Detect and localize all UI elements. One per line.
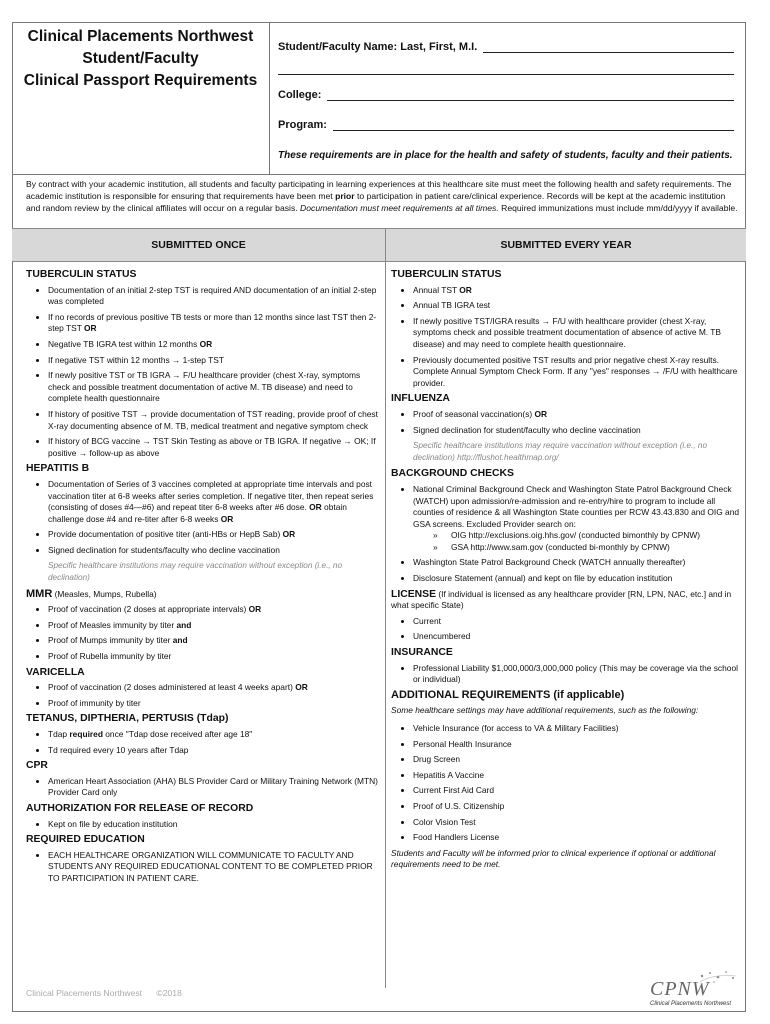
list-item: • Food Handlers License	[413, 832, 741, 844]
list-item: • Proof of Measles immunity by titer and	[48, 620, 380, 632]
college-field[interactable]: College:	[278, 88, 734, 101]
name-field-line-2[interactable]	[278, 74, 734, 75]
logo-wordmark: CPNW	[650, 978, 710, 1000]
list-item: • National Criminal Background Check and Washington State Patrol Background Check (WATCH) upon admission/re-admission and re-entry/hire to program to include all counties of residence & all Washington State counties per RCW 43.43.830 and OIG and GSA screens. Excluded Provider search on: » OIG http://exclusions.oig.hhs.gov/ (conducted bimonthly by CPNW) » GSA http://www.sam.gov (conducted bi-monthly by CPNW)	[413, 484, 741, 554]
document-title: Clinical Placements Northwest Student/Faculty Clinical Passport Requirements	[23, 28, 258, 89]
submitted-every-year-header: SUBMITTED EVERY YEAR	[386, 228, 746, 262]
list-item: • American Heart Association (AHA) BLS Provider Card or Military Training Network (MTN) Provider Card only	[48, 776, 380, 799]
sub-list	[413, 530, 741, 553]
footer-copyright: Clinical Placements Northwest ©2018	[26, 988, 182, 998]
list-item: • Proof of immunity by titer	[48, 698, 380, 710]
section-title: TUBERCULIN STATUS	[391, 269, 502, 280]
auth-list	[26, 819, 380, 831]
cpr-list	[26, 776, 380, 799]
annual-tb-list	[391, 285, 741, 390]
list-item: • Current First Aid Card	[413, 785, 741, 797]
list-item: • Signed declination for students/faculty who decline vaccination	[48, 545, 380, 557]
tdap-list	[26, 729, 380, 756]
list-item: • Disclosure Statement (annual) and kept on file by education institution	[413, 573, 741, 585]
list-item: • Color Vision Test	[413, 817, 741, 829]
list-item: • Vehicle Insurance (for access to VA & Military Facilities)	[413, 723, 741, 735]
list-item: • If history of BCG vaccine → TST Skin Testing as above or TB IGRA. If negative → OK; If positive → follow-up as above	[48, 436, 380, 459]
list-item: • Tdap required once "Tdap dose received after age 18"	[48, 729, 380, 741]
list-item: • Current	[413, 616, 741, 628]
mmr-list	[26, 604, 380, 662]
section-title: ADDITIONAL REQUIREMENTS (if applicable)	[391, 688, 625, 701]
header-divider	[12, 174, 746, 175]
influenza-list	[391, 409, 741, 436]
section-title: MMR (Measles, Mumps, Rubella)	[26, 587, 157, 600]
list-item: • Drug Screen	[413, 754, 741, 766]
section-title: TETANUS, DIPTHERIA, PERTUSIS (Tdap)	[26, 713, 229, 725]
list-item: • Professional Liability $1,000,000/3,000,000 policy (This may be coverage via the school or individual)	[413, 663, 741, 686]
list-item: • Washington State Patrol Background Check (WATCH annually thereafter)	[413, 557, 741, 569]
column-divider	[385, 228, 386, 988]
intro-paragraph: By contract with your academic institution, all students and faculty participating in learning experiences at this healthcare site must meet the following health and safety requirements. The academic institution is responsible for ensuring that requirements have been met prior to participation in patient care/clinical experience. Records will be kept at the academic institution and random review by the clinical affiliates will occur on a regular basis. Documentation must meet requirements at all times. Required immunizations must include mm/dd/yyyy if available.	[26, 179, 738, 213]
list-item: • Proof of U.S. Citizenship	[413, 801, 741, 813]
list-item: • Provide documentation of positive titer (anti-HBs or HepB Sab) OR	[48, 529, 380, 541]
varicella-list	[26, 682, 380, 709]
section-title: INSURANCE	[391, 647, 453, 659]
name-field[interactable]: Student/Faculty Name: Last, First, M.I.	[278, 40, 734, 53]
list-item: • Td required every 10 years after Tdap	[48, 745, 380, 757]
section-title: HEPATITIS B	[26, 463, 90, 475]
list-item: • If negative TST within 12 months → 1-step TST	[48, 355, 380, 367]
additional-outro: Students and Faculty will be informed prior to clinical experience if optional or additional requirements need to be met.	[391, 847, 716, 870]
influenza-note: Specific healthcare institutions may require vaccination without exception (i.e., no declination) http://flushot.healthmap.org/	[413, 441, 707, 462]
tb-list	[26, 285, 380, 460]
list-item: • If no records of previous positive TB tests or more than 12 months since last TST then 2-step TST OR	[48, 312, 380, 335]
safety-note: These requirements are in place for the health and safety of students, faculty and their patients.	[278, 150, 733, 161]
section-title: TUBERCULIN STATUS	[26, 269, 137, 280]
sub-list-item: » OIG http://exclusions.oig.hhs.gov/ (conducted bimonthly by CPNW)	[451, 530, 741, 542]
additional-intro: Some healthcare settings may have additional requirements, such as the following:	[391, 705, 699, 716]
section-title: CPR	[26, 760, 48, 772]
list-item: • If newly positive TST or TB IGRA → F/U healthcare provider (chest X-ray, symptoms check and possible treatment documentation of active M. TB disease) and need to complete health questionnaire	[48, 370, 380, 405]
section-title: BACKGROUND CHECKS	[391, 468, 514, 480]
insurance-list	[391, 663, 741, 686]
hepb-list	[26, 479, 380, 557]
list-item: • Proof of vaccination (2 doses administered at least 4 weeks apart) OR	[48, 682, 380, 694]
list-item: • Proof of seasonal vaccination(s) OR	[413, 409, 741, 421]
section-title: REQUIRED EDUCATION	[26, 834, 145, 846]
list-item: • Unencumbered	[413, 631, 741, 643]
list-item: • Documentation of an initial 2-step TST is required AND documentation of an initial 2-step was completed	[48, 285, 380, 308]
logo-subtitle: Clinical Placements Northwest	[650, 1001, 732, 1007]
section-title: AUTHORIZATION FOR RELEASE OF RECORD	[26, 802, 254, 814]
list-item: • Proof of Rubella immunity by titer	[48, 651, 380, 663]
list-item: • Proof of Mumps immunity by titer and	[48, 635, 380, 647]
license-list	[391, 616, 741, 643]
list-item: • Annual TST OR	[413, 285, 741, 297]
list-item: • Hepatitis A Vaccine	[413, 770, 741, 782]
list-item: • Negative TB IGRA test within 12 months OR	[48, 339, 380, 351]
section-title: VARICELLA	[26, 666, 85, 678]
section-title: LICENSE (If individual is licensed as any healthcare provider [RN, LPN, NAC, etc.] and in what specific State)	[391, 588, 732, 611]
list-item: • Kept on file by education institution	[48, 819, 380, 831]
list-item: • Previously documented positive TST results and prior negative chest X-ray results. Complete Annual Symptom Check Form. If any "yes" responses → /F/U with healthcare provider.	[413, 355, 741, 390]
additional-list	[391, 723, 741, 844]
hepb-note: Specific healthcare institutions may require vaccination without exception (i.e., no declination)	[48, 561, 342, 583]
submitted-once-column	[26, 266, 380, 889]
background-list	[391, 484, 741, 585]
list-item: • If history of positive TST → provide documentation of TST reading, provide proof of chest X-ray documenting absence of M. TB, medical treatment and negative symptom check	[48, 409, 380, 432]
sub-list-item: » GSA http://www.sam.gov (conducted bi-monthly by CPNW)	[451, 542, 741, 554]
section-title: INFLUENZA	[391, 393, 450, 405]
list-item: • EACH HEALTHCARE ORGANIZATION WILL COMMUNICATE TO FACULTY AND STUDENTS ANY REQUIRED EDUCATIONAL CONTENT TO BE COMPLETED PRIOR TO PARTICIPATION IN PATIENT CARE.	[48, 850, 380, 885]
list-item: • Proof of vaccination (2 doses at appropriate intervals) OR	[48, 604, 380, 616]
list-item: • Signed declination for student/faculty who decline vaccination	[413, 425, 741, 437]
list-item: • Personal Health Insurance	[413, 739, 741, 751]
list-item: • Annual TB IGRA test	[413, 300, 741, 312]
program-field[interactable]: Program:	[278, 118, 734, 131]
list-item: • Documentation of Series of 3 vaccines completed at appropriate time intervals and post vaccination titer at 6-8 weeks after series completion. If negative titer, then repeat series (consisting of doses #4—#6) and repeat titer 6-8 weeks after #6 dose. OR obtain challenge dose #4 and re-titer after 6-8 weeks OR	[48, 479, 380, 525]
education-list	[26, 850, 380, 885]
submitted-every-year-column	[391, 266, 741, 877]
list-item: • If newly positive TST/IGRA results → F/U with healthcare provider (chest X-ray, symptoms check and possible treatment documentation of absence of active M. TB disease) and may need to complete health questionnaire.	[413, 316, 741, 351]
submitted-once-header: SUBMITTED ONCE	[12, 228, 385, 262]
document-title-block	[12, 22, 270, 174]
